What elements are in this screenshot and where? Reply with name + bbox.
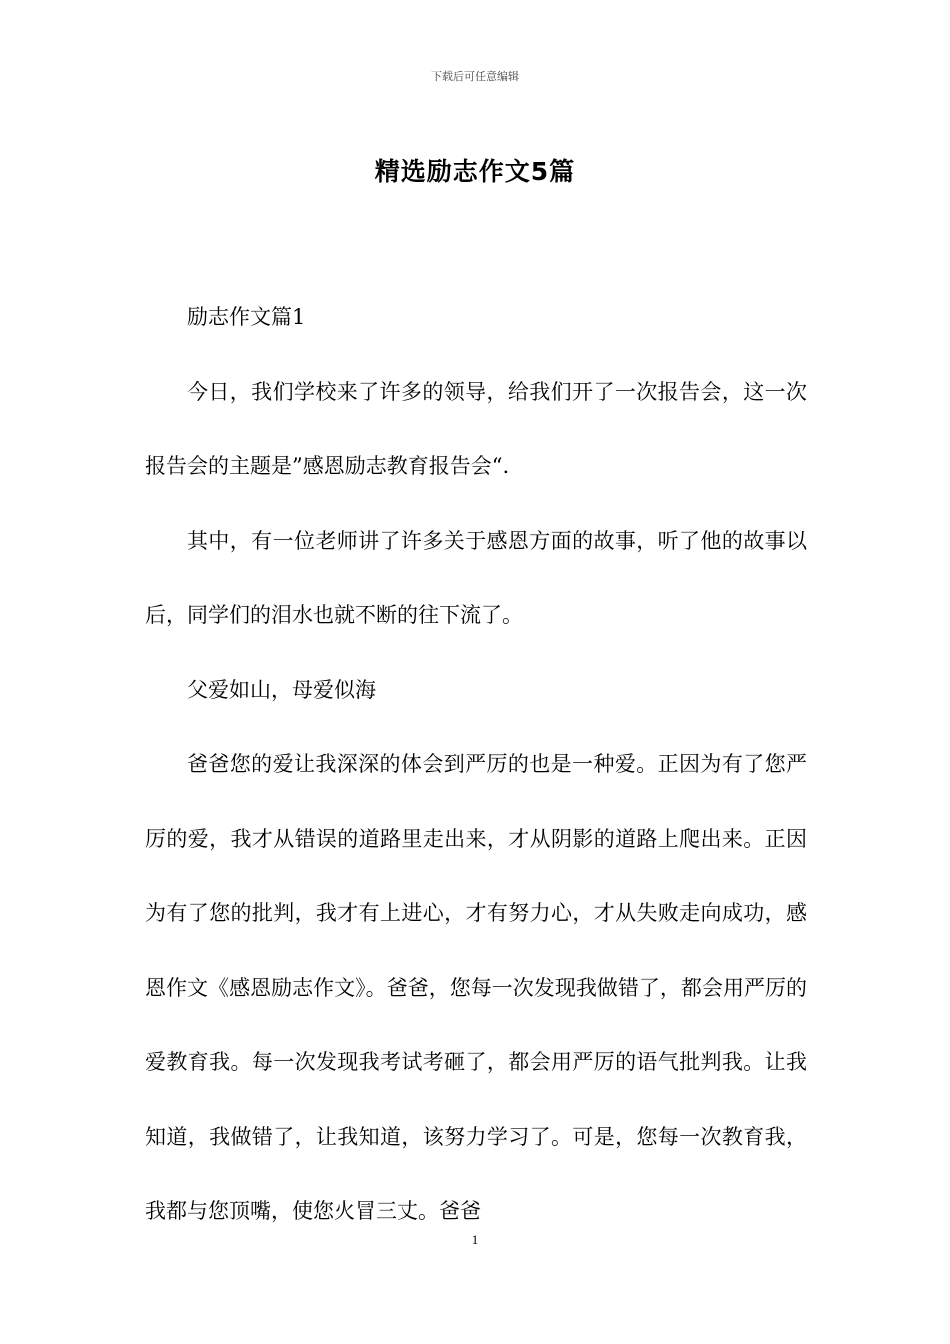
document-body	[145, 280, 807, 1249]
paragraph: 爸爸您的爱让我深深的体会到严厉的也是一种爱。正因为有了您严厉的爱，我才从错误的道路里走出来，才从阴影的道路上爬出来。正因为有了您的批判，我才有上进心，才有努力心，才从失败走向成功，感恩作文《感恩励志作文》。爸爸，您每一次发现我做错了，都会用严厉的爱教育我。每一次发现我考试考砸了，都会用严厉的语气批判我。让我知道，我做错了，让我知道，该努力学习了。可是，您每一次教育我，我都与您顶嘴，使您火冒三丈。爸爸	[145, 752, 807, 1223]
paragraph: 今日，我们学校来了许多的领导，给我们开了一次报告会，这一次报告会的主题是”感恩励志教育报告会“.	[145, 379, 807, 478]
paragraph: 其中，有一位老师讲了许多关于感恩方面的故事，听了他的故事以后，同学们的泪水也就不断的往下流了。	[145, 528, 807, 627]
paragraph: 父爱如山，母爱似海	[187, 677, 376, 702]
page-header: 下载后可任意编辑	[431, 70, 519, 83]
document-title: 精选励志作文5篇	[374, 157, 576, 186]
section-heading: 励志作文篇1	[187, 305, 306, 329]
page-number: 1	[471, 1232, 479, 1247]
